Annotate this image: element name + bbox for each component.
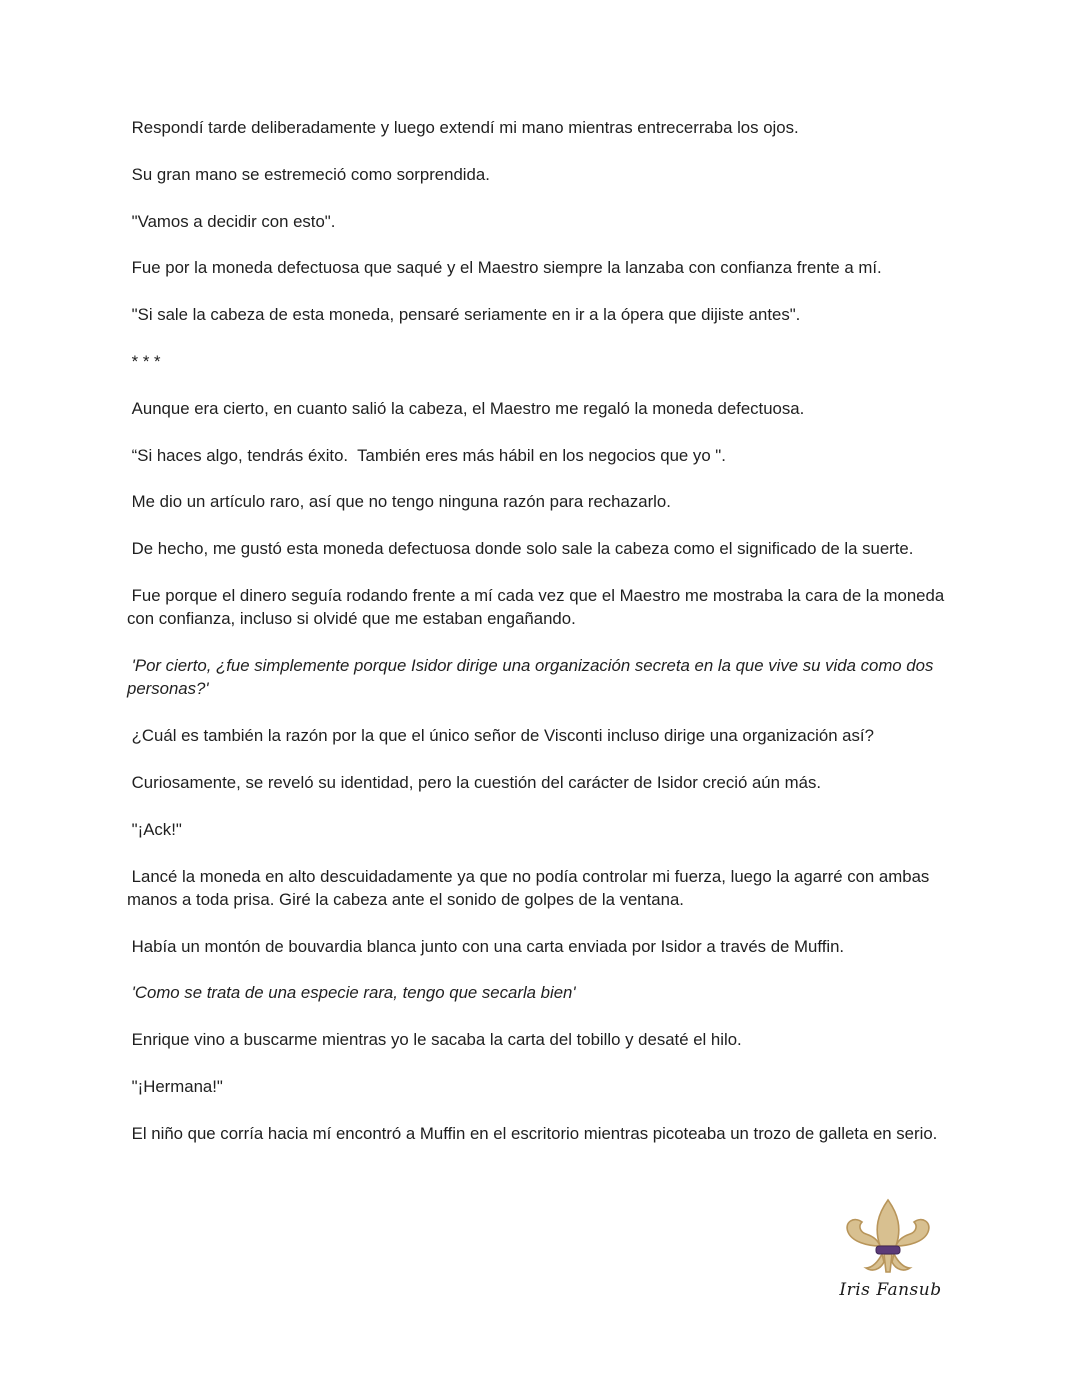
paragraph: Me dio un artículo raro, así que no tengo ninguna razón para rechazarlo.	[127, 492, 671, 512]
paragraph: Lancé la moneda en alto descuidadamente ya que no podía controlar mi fuerza, luego la agarré con ambas manos a toda prisa. Giré la cabeza ante el sonido de golpes de la ventana.	[127, 866, 934, 909]
paragraph: Respondí tarde deliberadamente y luego extendí mi mano mientras entrecerraba los ojos.	[127, 118, 799, 137]
document-body	[127, 116, 947, 1169]
paragraph: “Si haces algo, tendrás éxito. También eres más hábil en los negocios que yo ".	[127, 445, 726, 465]
paragraph: 'Como se trata de una especie rara, tengo que secarla bien'	[127, 983, 576, 1003]
paragraph: Enrique vino a buscarme mientras yo le sacaba la carta del tobillo y desaté el hilo.	[127, 1030, 742, 1050]
paragraph: "¡Ack!"	[127, 819, 182, 839]
paragraph: Fue por la moneda defectuosa que saqué y el Maestro siempre la lanzaba con confianza frente a mí.	[127, 258, 882, 278]
paragraph: Su gran mano se estremeció como sorprendida.	[127, 164, 490, 184]
paragraph: Fue porque el dinero seguía rodando frente a mí cada vez que el Maestro me mostraba la cara de la moneda con confianza, incluso si olvidé que me estaban engañando.	[127, 585, 949, 629]
watermark-logo	[838, 1196, 948, 1308]
paragraph: "Si sale la cabeza de esta moneda, pensaré seriamente en ir a la ópera que dijiste antes".	[127, 305, 801, 325]
logo-text: Iris Fansub	[839, 1280, 942, 1300]
paragraph: Había un montón de bouvardia blanca junto con una carta enviada por Isidor a través de Muffin.	[127, 936, 845, 956]
paragraph: "¡Hermana!"	[127, 1077, 223, 1097]
paragraph: "Vamos a decidir con esto".	[127, 211, 336, 231]
paragraph: El niño que corría hacia mí encontró a Muffin en el escritorio mientras picoteaba un trozo de galleta en serio.	[127, 1123, 938, 1143]
paragraph: Curiosamente, se reveló su identidad, pero la cuestión del carácter de Isidor creció aún más.	[127, 772, 821, 792]
paragraph: Aunque era cierto, en cuanto salió la cabeza, el Maestro me regaló la moneda defectuosa.	[127, 398, 805, 418]
paragraph: De hecho, me gustó esta moneda defectuosa donde solo sale la cabeza como el significado de la suerte.	[127, 539, 914, 559]
paragraph: * * *	[127, 351, 161, 371]
fleur-de-lis-icon	[838, 1196, 938, 1282]
paragraph: 'Por cierto, ¿fue simplemente porque Isidor dirige una organización secreta en la que vive su vida como dos personas?'	[127, 656, 939, 699]
paragraph: ¿Cuál es también la razón por la que el único señor de Visconti incluso dirige una organización así?	[127, 726, 874, 746]
